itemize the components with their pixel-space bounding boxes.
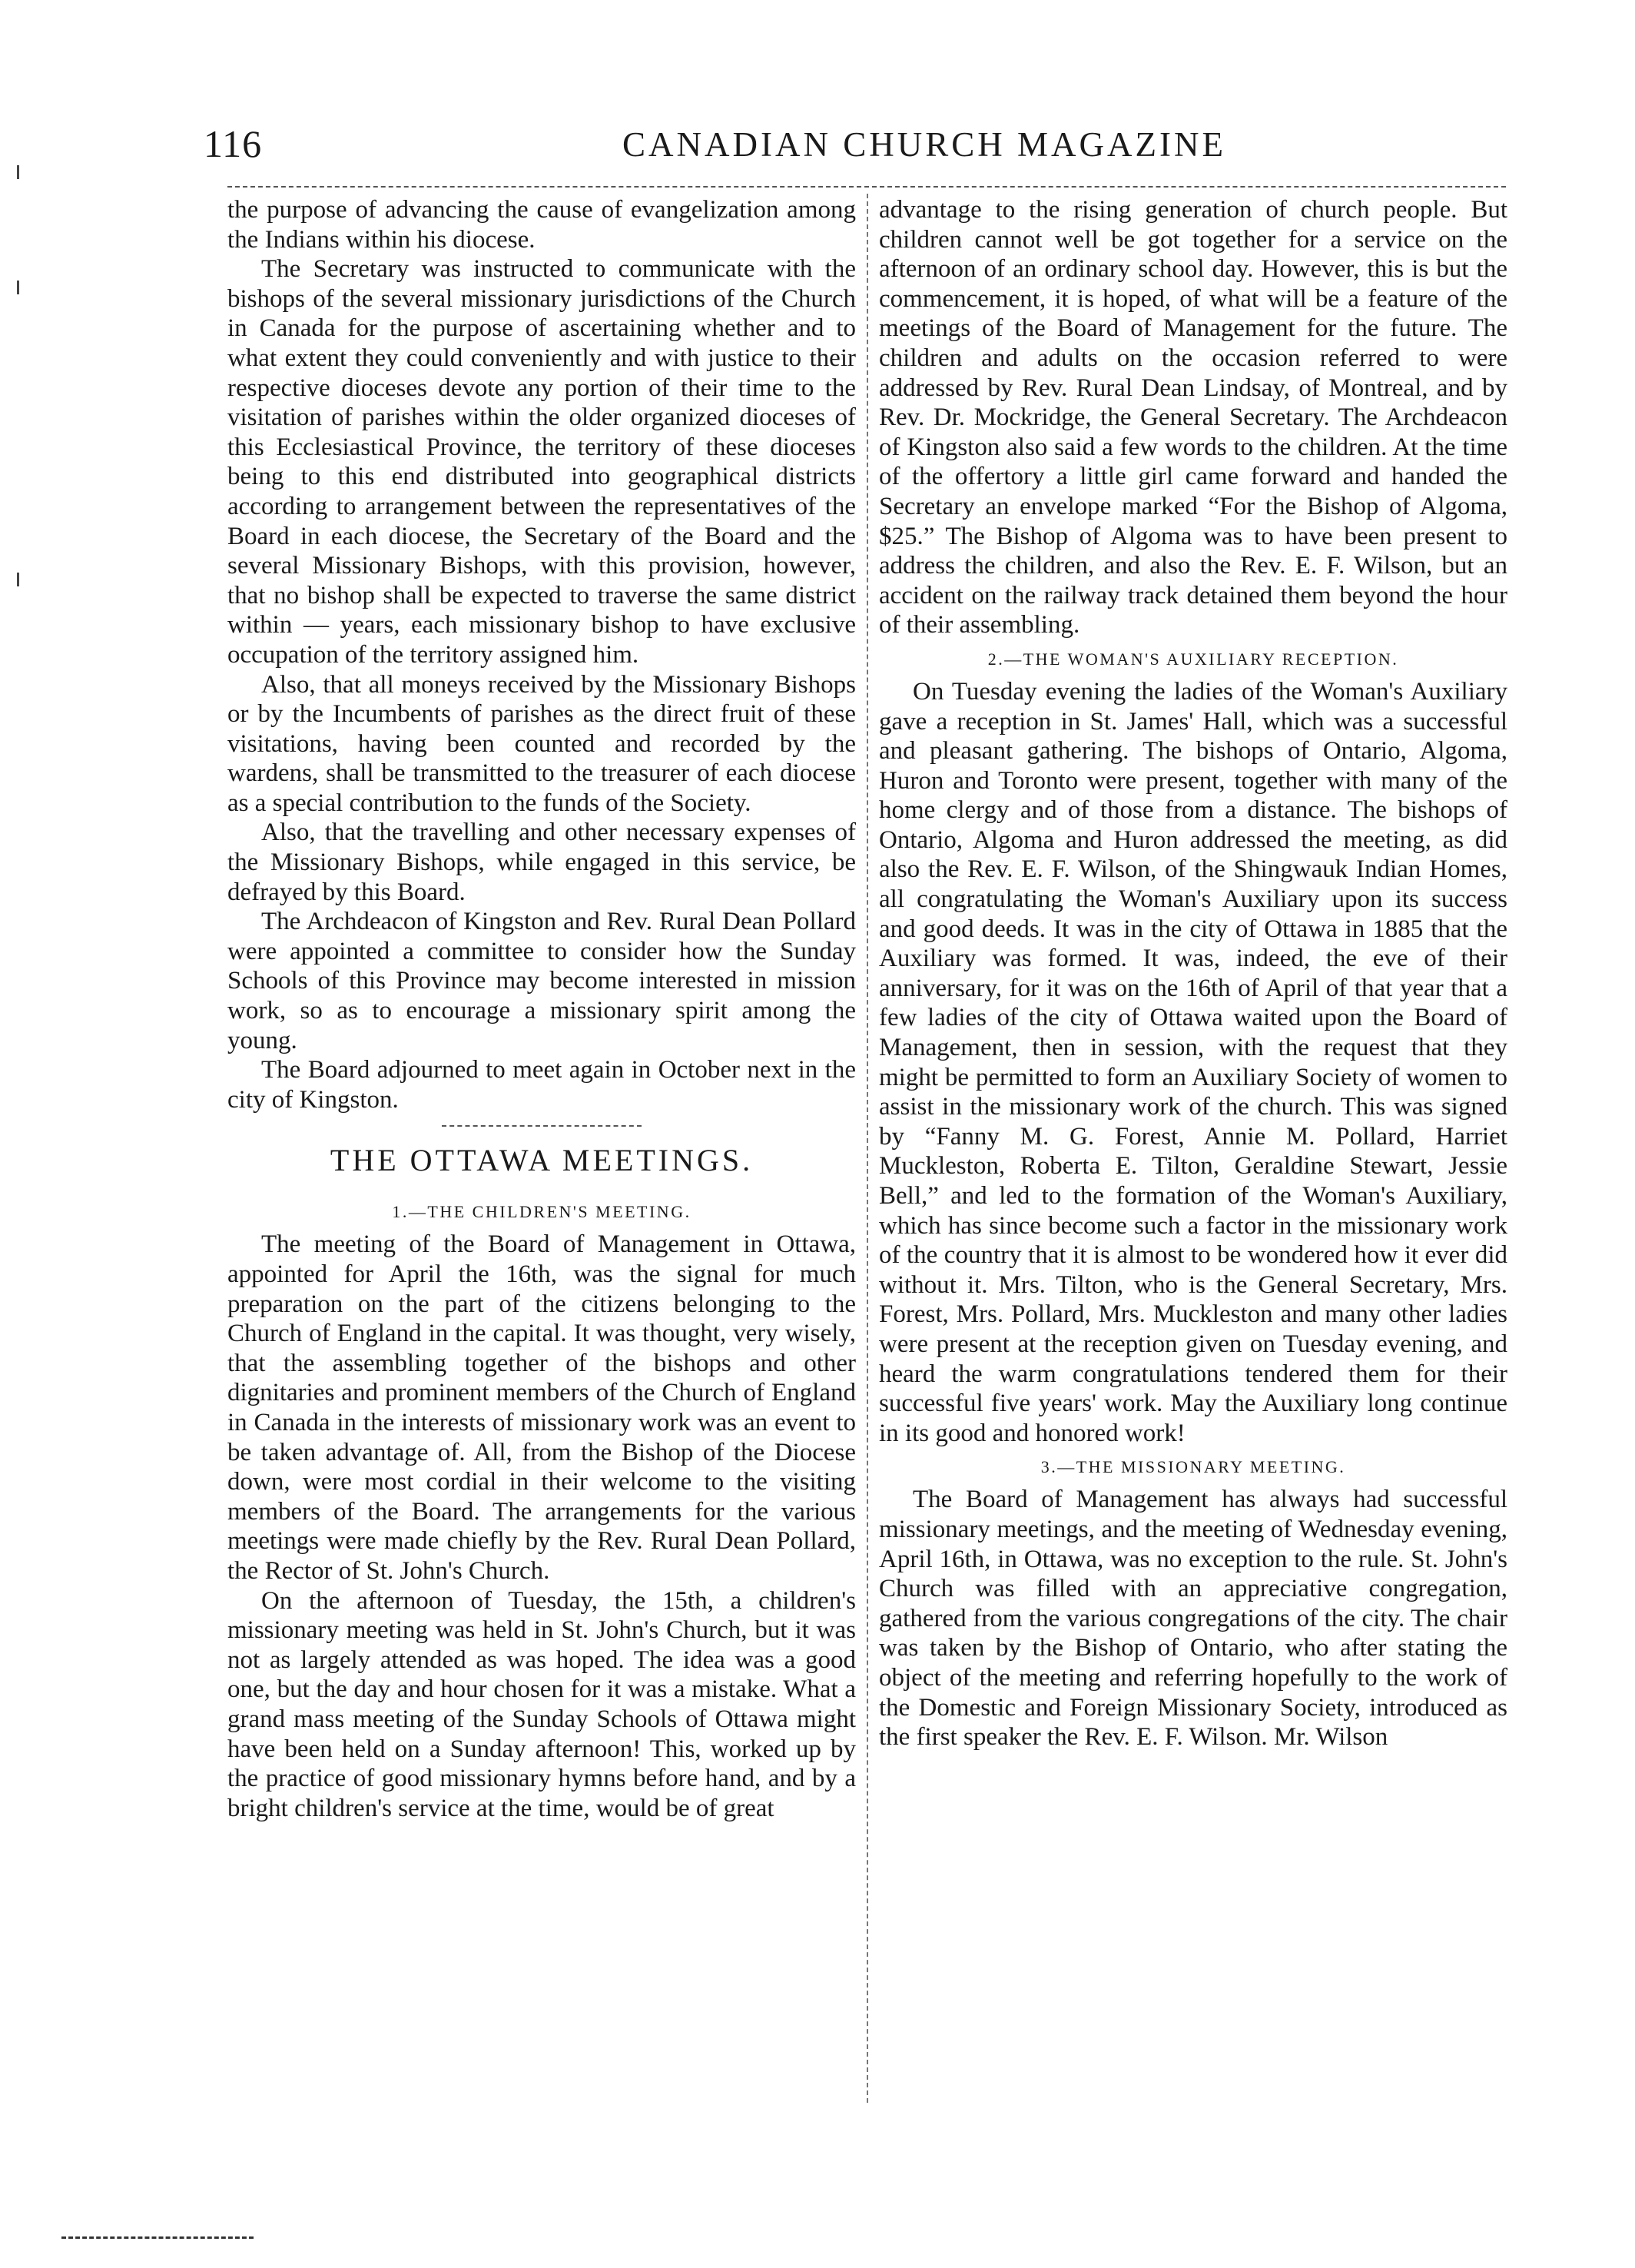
- paragraph: Also, that all moneys received by the Missionary Bishops or by the Incumbents of parishes as the direct fruit of these visitations, having been counted and recorded by the wardens, shall be transmitted to the treasurer of each diocese as a special contribution to the funds of the Society.: [227, 670, 856, 817]
- margin-mark: [17, 281, 19, 294]
- paragraph: On Tuesday evening the ladies of the Woman's Auxiliary gave a reception in St. James' Hall, which was a successful and pleasant gathering. The bishops of Ontario, Algoma, Huron and Toronto were present, together with many of the home clergy and of those from a distance. The bishops of Ontario, Algoma and Huron addressed the meeting, as did also the Rev. E. F. Wilson, of the Shingwauk Indian Homes, all congratulating the Woman's Auxiliary upon its success and good deeds. It was in the city of Ottawa in 1885 that the Auxiliary was formed. It was, indeed, the eve of their anniversary, for it was on the 16th of April of that year that a few ladies of the city of Ottawa waited upon the Board of Management, then in session, with the request that they might be permitted to form an Auxiliary Society of women to assist in the missionary work of the church. This was signed by “Fanny M. G. Forest, Annie M. Pollard, Harriet Muckleston, Roberta E. Tilton, Geraldine Stewart, Jessie Bell,” and led to the formation of the Woman's Auxiliary, which has since become such a factor in the missionary work of the country that it is almost to be wondered how it ever did without it. Mrs. Tilton, who is the General Secretary, Mrs. Forest, Mrs. Pollard, Mrs. Muckleston and many other ladies were present at the reception given on Tuesday evening, and heard the warm congratulations tendered them for their successful five years' work. May the Auxiliary long continue in its good and honored work!: [879, 677, 1507, 1447]
- paragraph: Also, that the travelling and other necessary expenses of the Missionary Bishops, while engaged in this service, be defrayed by this Board.: [227, 819, 856, 906]
- subheading: 2.—THE WOMAN'S AUXILIARY RECEPTION.: [987, 649, 1399, 669]
- left-column: [227, 195, 856, 1823]
- paragraph: The Secretary was instructed to communicate with the bishops of the several missionary jurisdictions of the Church in Canada for the purpose of ascertaining whether and to what extent they could conveniently and with justice to their respective dioceses devote any portion of their time to the visitation of parishes within the older organized dioceses of this Ecclesiastical Province, the territory of these dioceses being to this end distributed into geographical districts according to arrangement between the representatives of the Board in each diocese, the Secretary of the Board and the several Missionary Bishops, with this provision, however, that no bishop shall be expected to traverse the same district within — years, each missionary bishop to have exclusive occupation of the territory assigned him.: [227, 255, 856, 669]
- paragraph: The Board of Management has always had successful missionary meetings, and the meeting of Wednesday evening, April 16th, in Ottawa, was no exception to the rule. St. John's Church was filled with an appreciative congregation, gathered from the various congregations of the city. The chair was taken by the Bishop of Ontario, who after stating the object of the meeting and referring hopefully to the work of the Domestic and Foreign Missionary Society, introduced as the first speaker the Rev. E. F. Wilson. Mr. Wilson: [879, 1486, 1507, 1752]
- section-title: THE OTTAWA MEETINGS.: [330, 1143, 754, 1178]
- column-divider: [867, 194, 868, 2103]
- paragraph: the purpose of advancing the cause of evangelization among the Indians within his diocese.: [227, 196, 856, 254]
- bottom-scan-mark: [61, 2236, 254, 2239]
- section-separator: [442, 1125, 642, 1127]
- paragraph: On the afternoon of Tuesday, the 15th, a children's missionary meeting was held in St. John's Church, but it was not as largely attended as was hoped. The idea was a good one, but the day and hour chosen for it was a mistake. What a grand mass meeting of the Sunday Schools of Ottawa might have been held on a Sunday afternoon! This, worked up by the practice of good missionary hymns before hand, and by a bright children's service at the time, would be of great: [227, 1586, 856, 1822]
- paragraph: advantage to the rising generation of church people. But children cannot well be got together for a service on the afternoon of an ordinary school day. However, this is but the commencement, it is hoped, of what will be a feature of the meetings of the Board of Management for the future. The children and adults on the occasion referred to were addressed by Rev. Rural Dean Lindsay, of Montreal, and by Rev. Dr. Mockridge, the General Secretary. The Archdeacon of Kingston also said a few words to the children. At the time of the offertory a little girl came forward and handed the Secretary an envelope marked “For the Bishop of Algoma, $25.” The Bishop of Algoma was to have been present to address the children, and also the Rev. E. F. Wilson, but an accident on the railway track detained them beyond the hour of their assembling.: [879, 196, 1507, 639]
- right-column: [879, 195, 1507, 1752]
- paragraph: The Board adjourned to meet again in October next in the city of Kingston.: [227, 1056, 856, 1114]
- paragraph: The Archdeacon of Kingston and Rev. Rural Dean Pollard were appointed a committee to consider how the Sunday Schools of this Province may become interested in mission work, so as to encourage a missionary spirit among the young.: [227, 908, 856, 1054]
- subheading: 1.—THE CHILDREN'S MEETING.: [392, 1202, 691, 1222]
- margin-mark: [17, 573, 19, 586]
- margin-mark: [17, 165, 19, 179]
- paragraph: The meeting of the Board of Management in Ottawa, appointed for April the 16th, was the signal for much preparation on the part of the citizens belonging to the Church of England in the capital. It was thought, very wisely, that the assembling together of the bishops and other dignitaries and prominent members of the Church of England in Canada in the interests of missionary work was an event to be taken advantage of. All, from the Bishop of the Diocese down, were most cordial in their welcome to the visiting members of the Board. The arrangements for the various meetings were made chiefly by the Rev. Rural Dean Pollard, the Rector of St. John's Church.: [227, 1230, 856, 1585]
- subheading: 3.—THE MISSIONARY MEETING.: [1040, 1457, 1346, 1477]
- running-title: CANADIAN CHURCH MAGAZINE: [622, 125, 1226, 164]
- page-number: 116: [204, 122, 263, 165]
- header-rule: [227, 186, 1506, 188]
